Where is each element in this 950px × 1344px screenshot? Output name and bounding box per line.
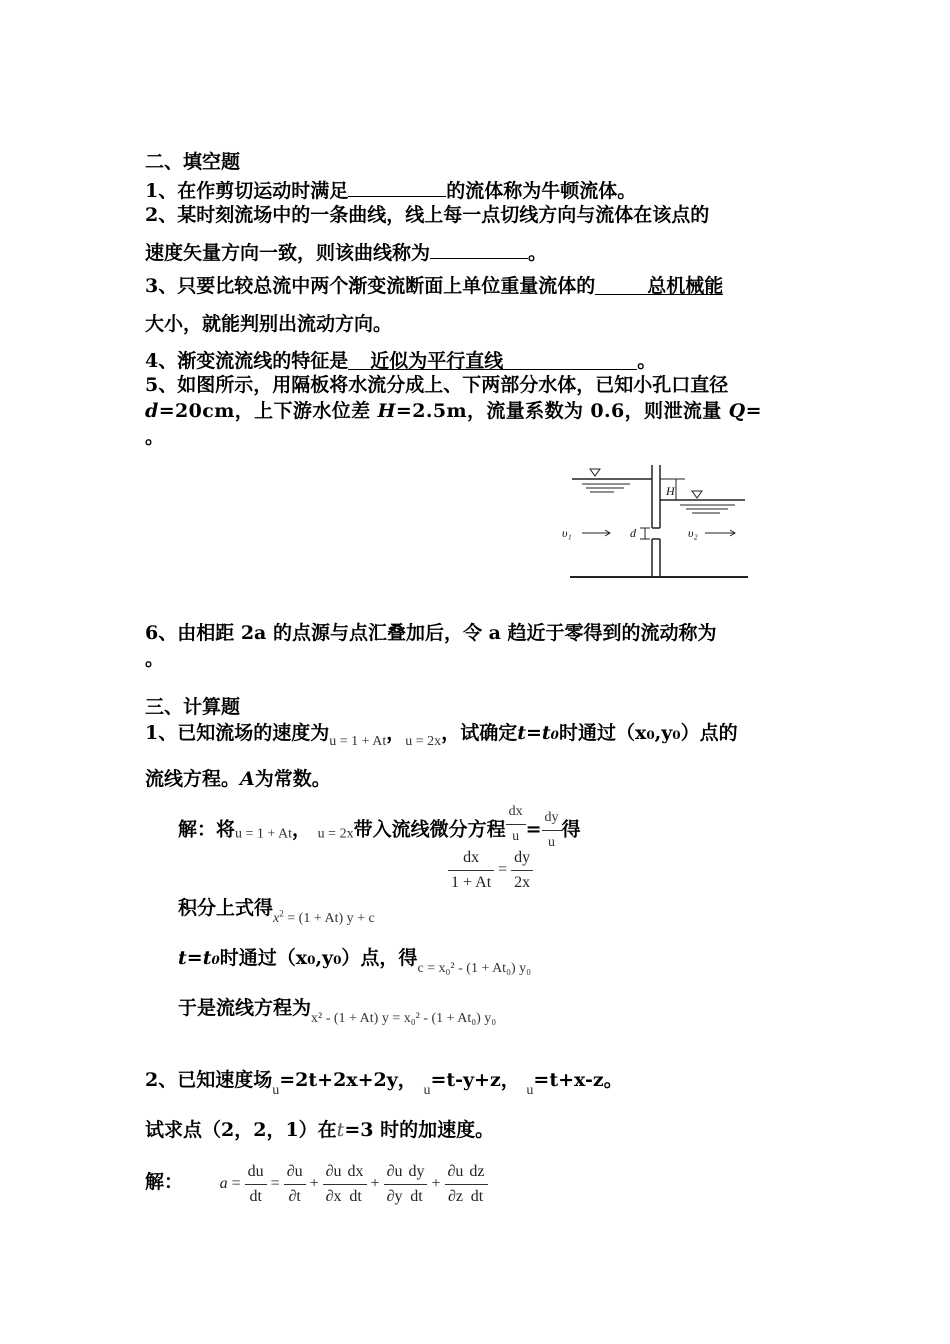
p1-final: 于是流线方程为$_{x^2 - (1 + At) y = x_0^2 - (1 + At_0) y_0}$ (178, 997, 497, 1026)
p2-line2: 试求点（2，2，1）在t=3 时的加速度。 (145, 1119, 495, 1141)
q3-line1: 3、只要比较总流中两个渐变流断面上单位重量流体的 总机械能 (145, 275, 724, 297)
section2-title: 二、填空题 (145, 151, 241, 173)
q5-line2: d=20cm，上下游水位差 H=2.5m，流量系数为 0.6，则泄流量 Q= (145, 400, 762, 422)
q1: 1、在作剪切运动时满足 的流体称为牛顿流体。 (145, 176, 636, 203)
q2-line2: 速度矢量方向一致，则该曲线称为 。 (145, 238, 547, 265)
p1-line2: 流线方程。A为常数。 (145, 768, 331, 790)
p2-line1: 2、已知速度场$_u$=2t+2x+2y， $_u$=t-y+z， $_u$=t+x-z。 (145, 1069, 623, 1098)
p1-line1: 1、已知流场的速度为$_{u = 1 + At}$，$_{u = 2x}$，试确定t=t₀时通过（x₀,y₀）点的 (145, 722, 738, 749)
d-label: d (630, 526, 636, 540)
q6-line1: 6、由相距 2a 的点源与点汇叠加后，令 a 趋近于零得到的流动称为 (145, 622, 717, 644)
orifice-figure (530, 455, 760, 590)
ux-eq: u = 1 + At (329, 734, 387, 749)
section3-title: 三、计算题 (145, 696, 241, 718)
answer-4: 近似为平行直线 (348, 349, 637, 370)
q6-line2: 。 (145, 648, 165, 670)
p1-sol: 解：将u = 1 + At， u = 2x带入流线微分方程 $\frac{dx}{u}$ = $\frac{dy}{u}$ 得 (178, 806, 581, 855)
q5-line1: 5、如图所示，用隔板将水流分成上、下两部分水体，已知小孔口直径 (145, 374, 729, 396)
p1-pass: t=t₀时通过（x₀,y₀）点，得$_{c = x_0^2 - (1 + At_0) y_0}$ (178, 947, 531, 976)
q5-line3: 。 (145, 426, 165, 448)
eq-diff: $\frac{dx}{1 + At}$ = $\frac{dy}{2x}$ (448, 846, 533, 895)
uy-eq: u = 2x (405, 734, 442, 749)
p2-sol: 解： a = $\frac{du}{dt}$ = $\frac{\partial u}{\partial t}$ + $\frac{\partial u}{\partial x}$ $\frac{dx}{dt}$ + $\frac{\partial u}{\partial y}$ $\frac{dy}{dt}$ + $\frac{\partial u}{\partial z}$ $\frac{dz}{dt}$ (145, 1160, 488, 1209)
q4: 4、渐变流流线的特征是 近似为平行直线 。 (145, 350, 657, 372)
blank-2 (430, 238, 528, 259)
v1-label: υ₁ (562, 526, 572, 540)
answer-3: 总机械能 (595, 274, 723, 295)
q3-line2: 大小，就能判别出流动方向。 (145, 313, 393, 335)
q2-line1: 2、某时刻流场中的一条曲线，线上每一点切线方向与流体在该点的 (145, 204, 710, 226)
blank-1 (348, 176, 446, 197)
H-label: H (666, 484, 675, 498)
p1-integ: 积分上式得$_{x^2 = (1 + At) y + c}$ (178, 897, 375, 926)
v2-label: υ₂ (688, 526, 698, 540)
